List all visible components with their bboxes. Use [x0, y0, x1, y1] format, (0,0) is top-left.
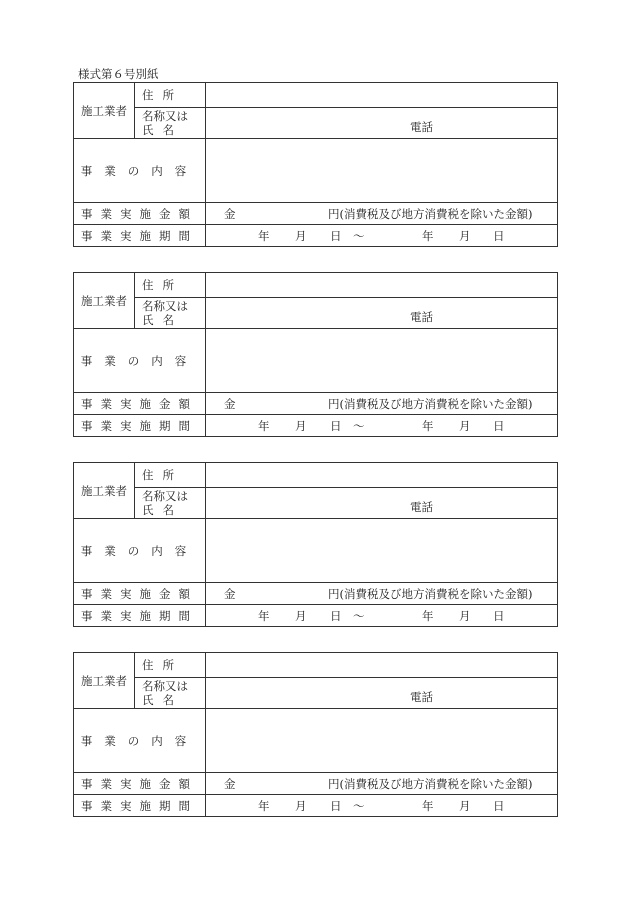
content-label: 事業の内容 — [74, 329, 206, 393]
end-year-label: 年 — [422, 419, 434, 433]
end-year-label: 年 — [422, 609, 434, 623]
end-day-label: 日 — [493, 799, 505, 813]
name-label-line2: 氏名 — [142, 503, 183, 517]
contractor-label: 施工業者 — [74, 653, 135, 709]
content-field[interactable] — [206, 329, 558, 393]
amount-prefix: 金 — [224, 587, 236, 601]
start-year-label: 年 — [258, 419, 270, 433]
contractor-form-table-3 — [73, 462, 558, 627]
amount-prefix: 金 — [224, 207, 236, 221]
name-label-line1: 名称又は — [142, 679, 188, 693]
end-year-label: 年 — [422, 229, 434, 243]
name-field[interactable] — [206, 108, 558, 139]
contractor-form-table-1 — [73, 82, 558, 247]
start-month-label: 月 — [295, 609, 307, 623]
period-field[interactable] — [206, 225, 558, 247]
end-month-label: 月 — [459, 229, 471, 243]
start-day-label: 日 — [330, 609, 342, 623]
amount-suffix: 円(消費税及び地方消費税を除いた金額) — [328, 777, 533, 791]
amount-prefix: 金 — [224, 397, 236, 411]
period-tilde: ～ — [353, 609, 365, 623]
address-field[interactable] — [206, 653, 558, 678]
name-label-line2: 氏名 — [142, 313, 183, 327]
start-year-label: 年 — [258, 609, 270, 623]
period-field[interactable] — [206, 605, 558, 627]
start-day-label: 日 — [330, 419, 342, 433]
start-month-label: 月 — [295, 229, 307, 243]
contractor-form-table-2 — [73, 272, 558, 437]
content-label: 事業の内容 — [74, 519, 206, 583]
amount-label: 事業実施金額 — [74, 203, 206, 225]
amount-field[interactable] — [206, 203, 558, 225]
amount-label: 事業実施金額 — [74, 773, 206, 795]
start-day-label: 日 — [330, 799, 342, 813]
telephone-label: 電話 — [410, 120, 433, 134]
period-tilde: ～ — [353, 799, 365, 813]
name-field[interactable] — [206, 488, 558, 519]
period-tilde: ～ — [353, 419, 365, 433]
contractor-label: 施工業者 — [74, 83, 135, 139]
address-field[interactable] — [206, 273, 558, 298]
period-label: 事業実施期間 — [74, 225, 206, 247]
address-label: 住所 — [135, 83, 206, 108]
name-label — [135, 298, 206, 329]
content-label: 事業の内容 — [74, 709, 206, 773]
contractor-label: 施工業者 — [74, 273, 135, 329]
start-month-label: 月 — [295, 799, 307, 813]
name-field[interactable] — [206, 678, 558, 709]
name-label-line2: 氏名 — [142, 693, 183, 707]
name-label — [135, 678, 206, 709]
period-field[interactable] — [206, 795, 558, 817]
contractor-label: 施工業者 — [74, 463, 135, 519]
start-day-label: 日 — [330, 229, 342, 243]
name-label-line2: 氏名 — [142, 123, 183, 137]
amount-field[interactable] — [206, 583, 558, 605]
period-label: 事業実施期間 — [74, 415, 206, 437]
telephone-label: 電話 — [410, 690, 433, 704]
telephone-label: 電話 — [410, 310, 433, 324]
period-label: 事業実施期間 — [74, 605, 206, 627]
amount-field[interactable] — [206, 393, 558, 415]
content-field[interactable] — [206, 519, 558, 583]
amount-suffix: 円(消費税及び地方消費税を除いた金額) — [328, 397, 533, 411]
address-label: 住所 — [135, 463, 206, 488]
form-heading: 様式第６号別紙 — [78, 67, 159, 81]
name-label-line1: 名称又は — [142, 299, 188, 313]
address-field[interactable] — [206, 463, 558, 488]
end-month-label: 月 — [459, 419, 471, 433]
end-day-label: 日 — [493, 609, 505, 623]
name-field[interactable] — [206, 298, 558, 329]
start-year-label: 年 — [258, 229, 270, 243]
name-label-line1: 名称又は — [142, 109, 188, 123]
end-month-label: 月 — [459, 609, 471, 623]
address-field[interactable] — [206, 83, 558, 108]
period-label: 事業実施期間 — [74, 795, 206, 817]
amount-suffix: 円(消費税及び地方消費税を除いた金額) — [328, 587, 533, 601]
address-label: 住所 — [135, 653, 206, 678]
name-label — [135, 108, 206, 139]
end-month-label: 月 — [459, 799, 471, 813]
amount-prefix: 金 — [224, 777, 236, 791]
start-month-label: 月 — [295, 419, 307, 433]
contractor-form-table-4 — [73, 652, 558, 817]
content-field[interactable] — [206, 139, 558, 203]
address-label: 住所 — [135, 273, 206, 298]
period-tilde: ～ — [353, 229, 365, 243]
content-label: 事業の内容 — [74, 139, 206, 203]
name-label-line1: 名称又は — [142, 489, 188, 503]
amount-field[interactable] — [206, 773, 558, 795]
end-day-label: 日 — [493, 419, 505, 433]
end-day-label: 日 — [493, 229, 505, 243]
amount-label: 事業実施金額 — [74, 393, 206, 415]
amount-label: 事業実施金額 — [74, 583, 206, 605]
end-year-label: 年 — [422, 799, 434, 813]
amount-suffix: 円(消費税及び地方消費税を除いた金額) — [328, 207, 533, 221]
name-label — [135, 488, 206, 519]
content-field[interactable] — [206, 709, 558, 773]
start-year-label: 年 — [258, 799, 270, 813]
period-field[interactable] — [206, 415, 558, 437]
telephone-label: 電話 — [410, 500, 433, 514]
